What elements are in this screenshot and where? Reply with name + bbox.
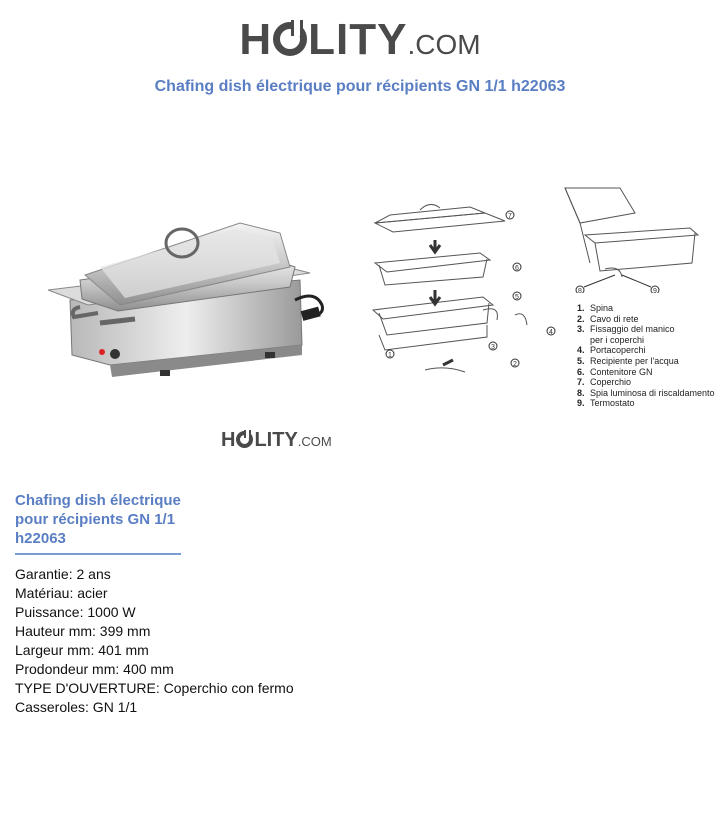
legend-label: Coperchio [590,377,632,388]
legend-label: Termostato [590,398,635,409]
logo-suffix: .COM [407,29,481,60]
spec-item: Hauteur mm: 399 mm [15,623,151,639]
spec-item: Puissance: 1000 W [15,604,136,620]
legend-item [577,356,715,367]
spec-item: Casseroles: GN 1/1 [15,699,138,715]
logo-letters: LITY [254,429,298,451]
logo-o-mark [273,22,307,56]
callout-5: 5 [515,294,519,301]
spec-item: Matériau: acier [15,585,108,601]
legend-item [577,345,715,356]
product-photo [40,205,340,385]
legend-number: 2. [577,313,585,324]
legend-item [577,303,715,314]
legend-label: Cavo di rete [590,313,639,324]
callout-8: 8 [578,288,582,293]
callout-6: 6 [515,265,519,272]
callout-3: 3 [491,344,495,351]
assembled-diagram [560,183,710,293]
legend-label: Recipiente per l'acqua [590,355,679,366]
title-divider [15,553,181,555]
legend-item [577,335,715,346]
watermark-logo [221,428,332,454]
legend-number: 5. [577,355,585,366]
diagram-legend [577,303,715,409]
spec-item: Garantie: 2 ans [15,566,111,582]
legend-label: Portacoperchi [590,345,646,356]
legend-item [577,324,715,335]
logo-o-mark [236,431,253,448]
legend-number: 9. [577,398,585,409]
callout-9: 9 [653,288,657,293]
callout-1: 1 [388,352,392,359]
spec-list [15,565,294,717]
callout-7: 7 [508,213,512,220]
logo-letter-h: H [221,429,236,451]
legend-item [577,388,715,399]
spec-item: Largeur mm: 401 mm [15,642,149,658]
legend-number: 4. [577,345,585,356]
legend-label: per i coperchi [590,334,645,345]
legend-number: 3. [577,324,585,335]
legend-label: Spina [590,303,614,313]
legend-label: Contenitore GN [590,366,653,377]
exploded-diagram [365,185,565,385]
logo-suffix: .COM [297,434,332,449]
page-title: Chafing dish électrique pour récipients GN 1/1 h22063 [154,78,566,95]
legend-item [577,367,715,378]
legend-item [577,314,715,325]
callout-2: 2 [513,361,517,368]
logo-letter-h: H [239,15,273,64]
brand-logo[interactable] [0,14,720,71]
legend-label: Fissaggio del manico [590,324,675,335]
legend-number: 8. [577,387,585,398]
legend-item [577,377,715,388]
callout-4: 4 [549,329,553,336]
logo-letters: LITY [308,15,408,64]
product-title: Chafing dish électrique pour récipients GN 1/1 h22063 [15,492,181,547]
spec-item: Prodondeur mm: 400 mm [15,661,174,677]
legend-label: Spia luminosa di riscaldamento [590,387,715,398]
legend-number: 1. [577,303,585,313]
legend-number: 7. [577,377,585,388]
legend-item [577,398,715,409]
spec-item: TYPE D'OUVERTURE: Coperchio con fermo [15,680,294,696]
legend-number: 6. [577,366,585,377]
